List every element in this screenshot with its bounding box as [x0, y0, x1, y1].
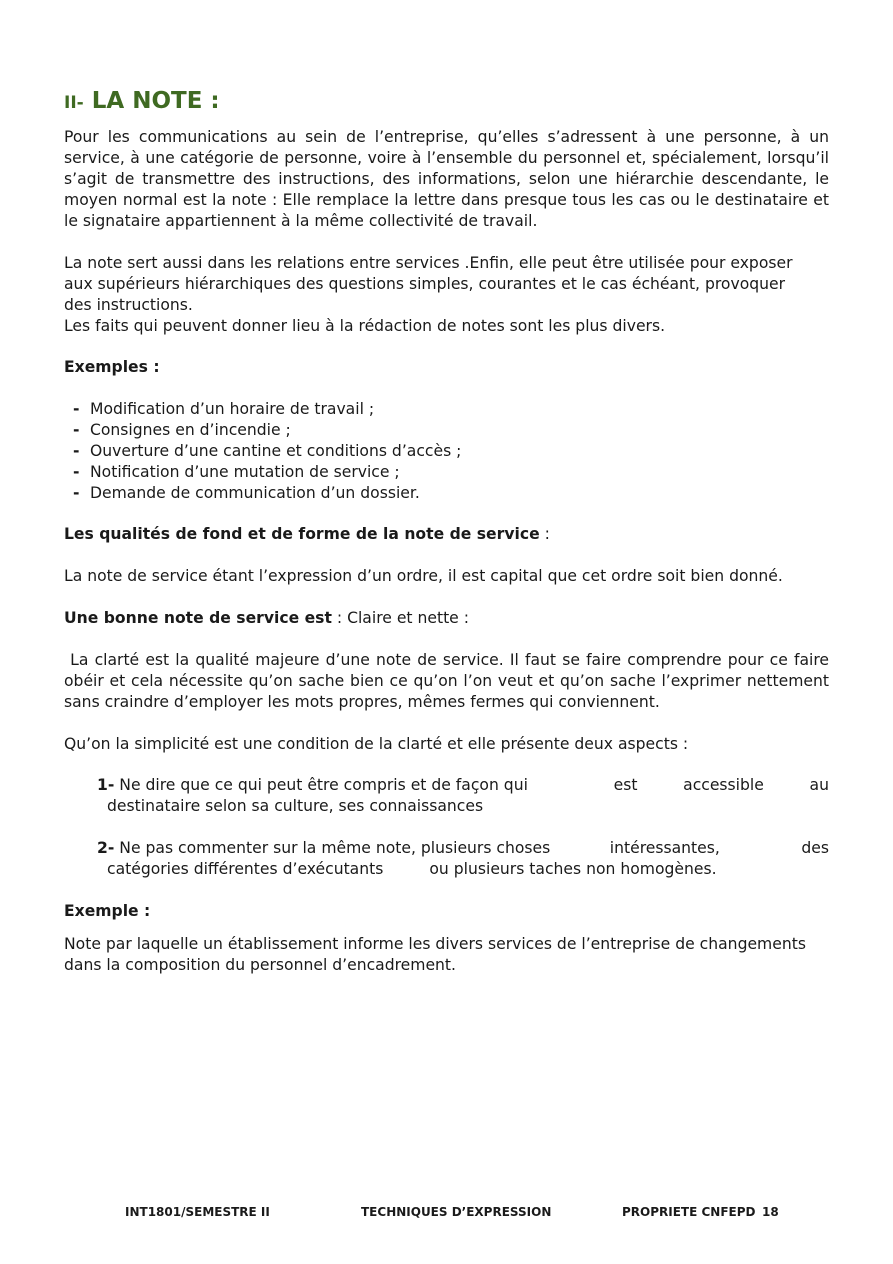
list-item [72, 483, 461, 504]
good-note-heading-rest: : Claire et nette : [331, 609, 469, 627]
list-item [72, 420, 461, 441]
paragraph-line: La note sert aussi dans les relations entre services .Enfin, elle peut être utilisée pour exposer [64, 254, 793, 272]
item-number: 1- [97, 776, 115, 794]
item-text: ou plusieurs taches non homogènes. [429, 860, 717, 878]
list-item-text: Notification d’une mutation de service ; [90, 463, 400, 481]
paragraph-line: Les faits qui peuvent donner lieu à la rédaction de notes sont les plus divers. [64, 317, 666, 335]
item-number: 2- [97, 839, 115, 857]
service-relations-paragraph [64, 253, 829, 337]
list-item-text: Modification d’un horaire de travail ; [90, 400, 375, 418]
footer-owner: PROPRIETE CNFEPD [622, 1205, 756, 1219]
example-paragraph: Note par laquelle un établissement informe les divers services de l’entreprise de changements dans la composition du personnel d’encadrement. [64, 935, 806, 974]
item-text: intéressantes, [609, 839, 720, 857]
item-text: est [613, 776, 638, 794]
footer-course-code: INT1801/SEMESTRE II [125, 1205, 270, 1219]
item-text: Ne pas commenter sur la même note, plusieurs choses [119, 839, 551, 857]
qualities-heading-rest: : [539, 525, 550, 543]
paragraph-line: des instructions. [64, 296, 193, 314]
list-item-text: Ouverture d’une cantine et conditions d’accès ; [90, 442, 462, 460]
bullet-dash: - [73, 463, 80, 481]
example-heading: Exemple : [64, 902, 151, 920]
section-heading [64, 86, 220, 118]
qualities-heading [64, 524, 829, 545]
bullet-dash: - [73, 442, 80, 460]
intro-paragraph: Pour les communications au sein de l’entreprise, qu’elles s’adressent à une personne, à un service, à une catégorie de personne, voire à l’ensemble du personnel et, spécialement, lorsqu’il s’agit de transmettre des instructions, des informations, selon une hiérarchie descendante, le moyen normal est la note : Elle remplace la lettre dans presque tous les cas ou le destinataire et le signataire appartiennent à la même collectivité de travail. [64, 128, 829, 230]
good-note-heading-bold: Une bonne note de service est [64, 609, 332, 627]
list-item [72, 441, 461, 462]
item-text: au [809, 776, 829, 794]
numbered-item-2 [97, 838, 829, 880]
list-item [72, 399, 461, 420]
list-item-text: Demande de communication d’un dossier. [90, 484, 420, 502]
qualities-heading-bold: Les qualités de fond et de forme de la note de service [64, 525, 540, 543]
order-paragraph: La note de service étant l’expression d’un ordre, il est capital que cet ordre soit bien donné. [64, 567, 783, 585]
item-text: destinataire selon sa culture, ses connaissances [107, 797, 484, 815]
clarity-paragraph: La clarté est la qualité majeure d’une note de service. Il faut se faire comprendre pour ce faire obéir et cela nécessite qu’on sache bien ce qu’on l’on veut et qu’on sache l’exprimer nettement sans craindre d’employer les mots propres, mêmes fermes qui conviennent. [64, 651, 834, 711]
bullet-dash: - [73, 484, 80, 502]
item-text: catégories différentes d’exécutants [107, 860, 384, 878]
bullet-dash: - [73, 400, 80, 418]
list-item-text: Consignes en d’incendie ; [90, 421, 291, 439]
footer-course-title: TECHNIQUES D’EXPRESSION [361, 1205, 552, 1219]
numbered-item-1 [97, 775, 829, 817]
paragraph-line: aux supérieurs hiérarchiques des questions simples, courantes et le cas échéant, provoquer [64, 275, 786, 293]
section-number: II- [64, 93, 84, 113]
list-item [72, 462, 461, 483]
examples-list [72, 399, 461, 504]
item-text: accessible [683, 776, 764, 794]
bullet-dash: - [73, 421, 80, 439]
simplicity-paragraph: Qu’on la simplicité est une condition de la clarté et elle présente deux aspects : [64, 735, 689, 753]
examples-heading: Exemples : [64, 358, 160, 376]
footer-page-number: 18 [762, 1205, 779, 1219]
section-title: LA NOTE : [91, 88, 220, 114]
item-text: des [801, 839, 829, 857]
item-text: Ne dire que ce qui peut être compris et de façon qui [119, 776, 528, 794]
good-note-heading [64, 608, 829, 629]
